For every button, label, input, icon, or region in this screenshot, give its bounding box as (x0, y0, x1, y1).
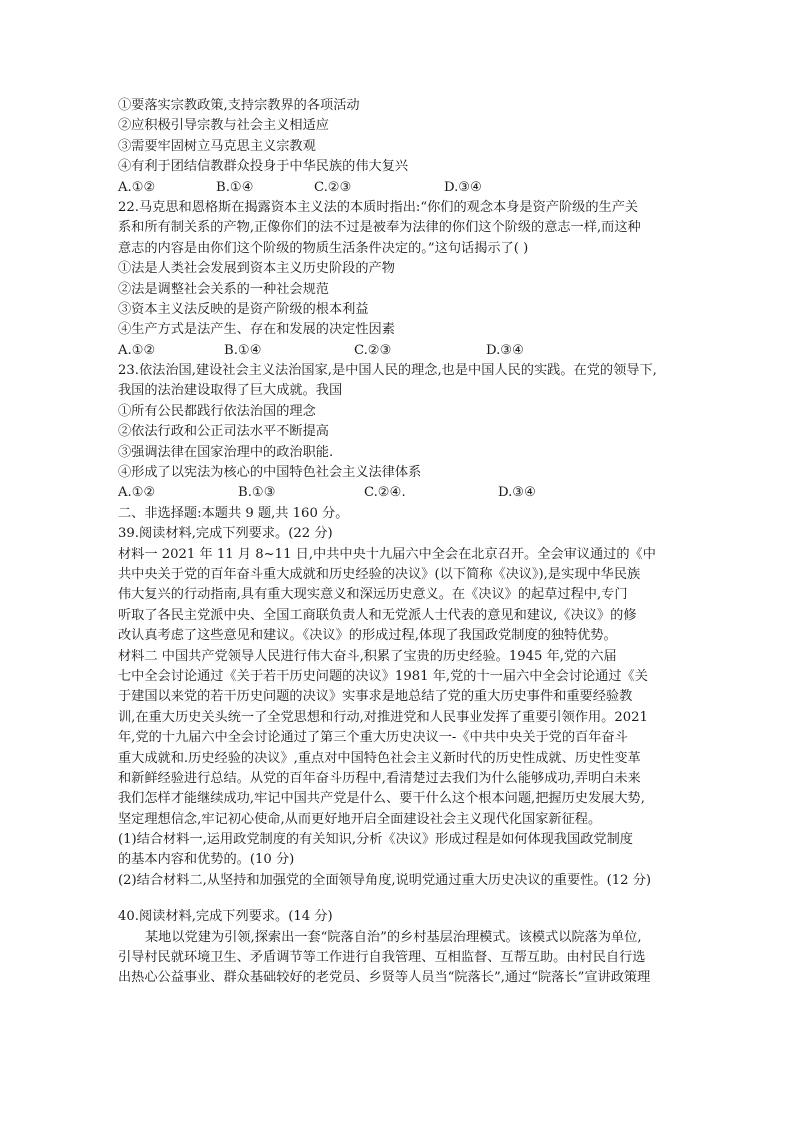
q39-sub-question-1 (118, 830, 680, 871)
q23-choice-b: B.①③ (238, 485, 276, 501)
q22-item-1: ①法是人类社会发展到资本主义历史阶段的产物 (118, 261, 395, 277)
q21-choice-b: B.①④ (216, 179, 254, 195)
q39-material-2 (118, 647, 680, 831)
q23-stem-line-1: 23.依法治国,建设社会主义法治国家,是中国人民的理念,也是中国人民的实践。在党的领导下, (118, 363, 657, 379)
q21-item-4: ④有利于团结信教群众投身于中华民族的伟大复兴 (118, 159, 409, 175)
section-heading: 二、非选择题:本题共 9 题,共 160 分。 (118, 505, 349, 521)
q22-items (118, 259, 680, 341)
q23-choice-d: D.③④ (498, 485, 536, 501)
q39-m2-line-7: 和新鲜经验进行总结。从党的百年奋斗历程中,看清楚过去我们为什么能够成功,弄明白未来 (118, 770, 641, 786)
q22-choice-b: B.①④ (224, 342, 262, 358)
q39-m1-line-2: 共中央关于党的百年奋斗重大成就和历史经验的决议》(以下简称《决议》),是实现中华民族 (118, 566, 641, 582)
q39-m2-line-1: 材料二 中国共产党领导人民进行伟大奋斗,积累了宝贵的历史经验。1945 年,党的六届 (118, 648, 617, 664)
q39-title: 39.阅读材料,完成下列要求。(22 分) (118, 526, 333, 542)
q39-m2-line-2: 七中全会讨论通过《关于若干历史问题的决议》1981 年,党的十一届六中全会讨论通过《关 (118, 668, 648, 684)
q39-m2-line-3: 于建国以来党的若干历史问题的决议》实事求是地总结了党的重大历史事件和重要经验教 (118, 689, 633, 705)
q21-choice-a: A.①② (118, 179, 156, 195)
q21-item-2: ②应积极引导宗教与社会主义相适应 (118, 118, 329, 134)
q22-item-2: ②法是调整社会关系的一种社会规范 (118, 281, 329, 297)
q39-m2-line-9: 坚定理想信念,牢记初心使命,从而更好地开启全面建设社会主义现代化国家新征程。 (118, 811, 602, 827)
q40-body-line-2: 引导村民就环境卫生、矛盾调节等工作进行自我管理、互相监督、互帮互助。由村民自行选 (118, 950, 646, 966)
q23-items (118, 402, 680, 484)
q21-choice-c: C.②③ (314, 179, 352, 195)
q23-item-4: ④形成了以宪法为核心的中国特色社会主义法律体系 (118, 465, 422, 481)
q23-item-3: ③强调法律在国家治理中的政治职能. (118, 444, 334, 460)
q21-items (118, 96, 680, 178)
q39-m1-line-5: 改认真考虑了这些意见和建议。《决议》的形成过程,体现了我国政党制度的独特优势。 (118, 628, 617, 644)
q23-item-1: ①所有公民都践行依法治国的理念 (118, 403, 316, 419)
q40-body-line-3: 出热心公益事业、群众基础较好的老党员、乡贤等人员当“院落长”,通过“院落长”宣讲政策理 (118, 970, 651, 986)
q39-material-1 (118, 545, 680, 647)
q39-m2-line-5: 年,党的十九届六中全会讨论通过了第三个重大历史决议一-《中共中央关于党的百年奋斗 (118, 730, 628, 746)
q22-choices (118, 341, 680, 361)
q39-sub1-line-1: (1)结合材料一,运用政党制度的有关知识,分析《决议》形成过程是如何体现我国政党制度 (118, 832, 633, 848)
q23-choice-c: C.②④. (364, 485, 406, 501)
q23-item-2: ②依法行政和公正司法水平不断提高 (118, 424, 329, 440)
q40-material (118, 928, 680, 989)
q22-item-3: ③资本主义法反映的是资产阶级的根本利益 (118, 301, 369, 317)
q22-stem-line-1: 22.马克思和恩格斯在揭露资本主义法的本质时指出:“你们的观念本身是资产阶级的生产关 (118, 199, 639, 215)
q22-stem-line-2: 系和所有制关系的产物,正像你们的法不过是被奉为法律的你们这个阶级的意志一样,而这种 (118, 220, 641, 236)
q39-m1-line-4: 听取了各民主党派中央、全国工商联负责人和无党派人士代表的意见和建议,《决议》的修 (118, 607, 637, 623)
q21-choice-d: D.③④ (444, 179, 482, 195)
q21-item-1: ①要落实宗教政策,支持宗教界的各项活动 (118, 98, 360, 113)
q39-m1-line-3: 伟大复兴的行动指南,具有重大现实意义和深远历史意义。在《决议》的起草过程中,专门 (118, 587, 628, 603)
q21-item-3: ③需要牢固树立马克思主义宗教观 (118, 138, 316, 154)
q40-title: 40.阅读材料,完成下列要求。(14 分) (118, 909, 333, 925)
q39-m1-line-1: 材料一 2021 年 11 月 8~11 日,中共中央十九届六中全会在北京召开。全会审议通过的《中 (118, 546, 656, 562)
exam-page (118, 96, 680, 989)
q22-choice-a: A.①② (118, 342, 156, 358)
q39-m2-line-4: 训,在重大历史关头统一了全党思想和行动,对推进党和人民事业发挥了重要引领作用。2021 (118, 709, 648, 725)
q39-m2-line-8: 我们怎样才能继续成功,牢记中国共产党是什么、要干什么这个根本问题,把握历史发展大势, (118, 791, 645, 807)
q22-stem (118, 198, 680, 259)
q22-stem-line-3: 意志的内容是由你们这个阶级的物质生活条件决定的。”这句话揭示了( ) (118, 240, 529, 256)
q23-stem-line-2: 我国的法治建设取得了巨大成就。我国 (118, 383, 343, 399)
q21-choices (118, 178, 680, 198)
q23-choices (118, 483, 680, 503)
q22-item-4: ④生产方式是法产生、存在和发展的决定性因素 (118, 322, 395, 338)
q39-m2-line-6: 重大成就和.历史经验的决议》,重点对中国特色社会主义新时代的历史性成就、历史性变革 (118, 750, 641, 766)
q23-choice-a: A.①② (118, 485, 156, 501)
q23-stem (118, 361, 680, 402)
q39-sub1-line-2: 的基本内容和优势的。(10 分) (118, 852, 295, 868)
blank-space (118, 891, 680, 907)
q39-sub-question-2: (2)结合材料二,从坚持和加强党的全面领导角度,说明党通过重大历史决议的重要性。(12 分) (118, 872, 652, 888)
q22-choice-c: C.②③ (354, 342, 392, 358)
q40-body-line-1: 某地以党建为引领,探索出一套“院落自治”的乡村基层治理模式。该模式以院落为单位, (145, 929, 642, 945)
q22-choice-d: D.③④ (486, 342, 524, 358)
